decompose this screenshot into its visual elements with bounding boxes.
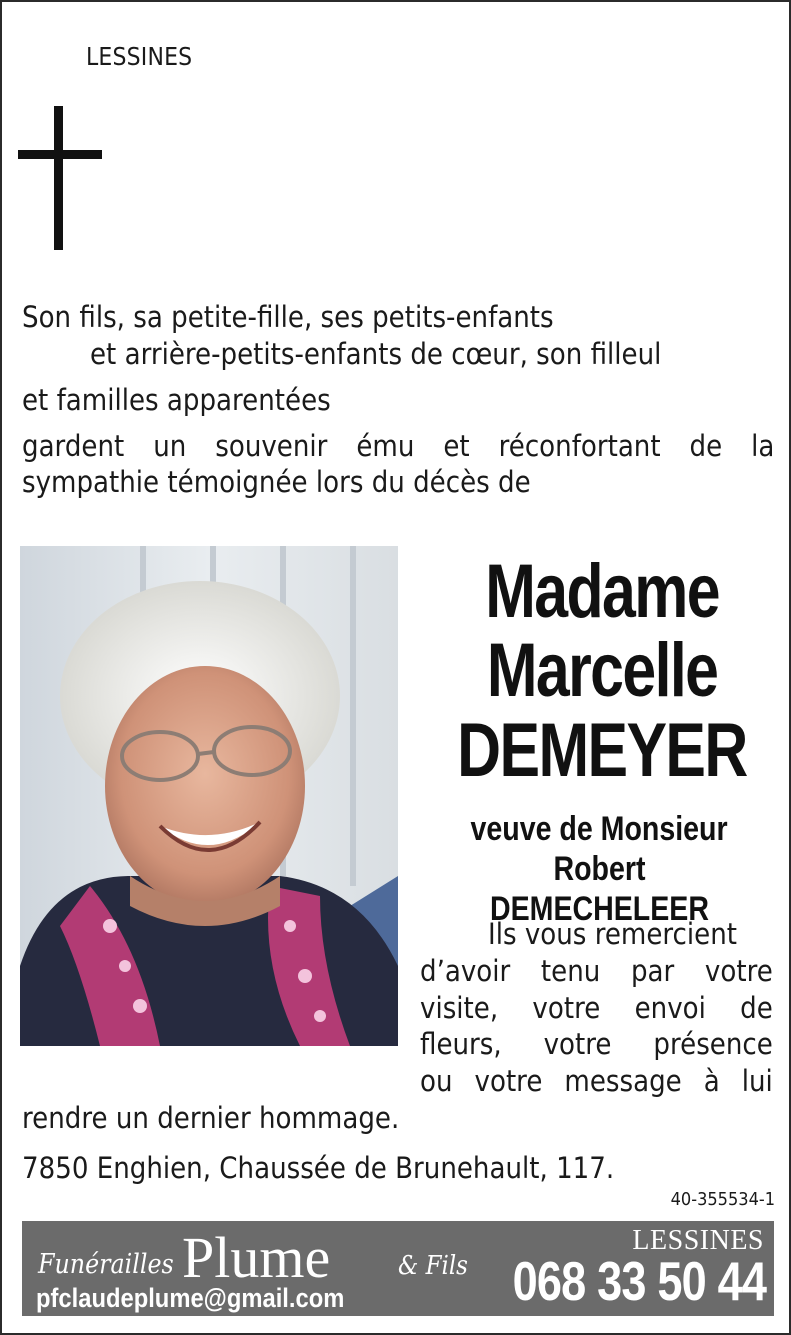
funeral-home-suffix: & Fils bbox=[398, 1251, 468, 1281]
reference-number: 40-355534-1 bbox=[670, 1189, 775, 1210]
funeral-home-prefix: Funérailles bbox=[38, 1249, 174, 1280]
funeral-home-name: Plume bbox=[182, 1225, 331, 1290]
portrait-photo bbox=[20, 546, 398, 1046]
thanks-line-5: ou votre message à lui bbox=[420, 1064, 773, 1098]
widow-line-1: veuve de Monsieur bbox=[470, 810, 729, 848]
funeral-home-phone[interactable]: 068 33 50 44 bbox=[512, 1250, 766, 1312]
intro-paragraph: gardent un souvenir ému et réconfortant de la sympathie témoignée lors du décès de bbox=[22, 429, 775, 499]
widow-line-2: Robert DEMECHELEER bbox=[489, 850, 709, 928]
deceased-last-name: DEMEYER bbox=[457, 708, 747, 793]
intro-line-1: Son fils, sa petite-fille, ses petits-enfants bbox=[22, 300, 554, 334]
funeral-home-town: LESSINES bbox=[632, 1225, 764, 1256]
thanks-line-4: fleurs, votre présence bbox=[420, 1027, 773, 1061]
thanks-line-3: visite, votre envoi de bbox=[420, 991, 773, 1025]
intro-line-3: et familles apparentées bbox=[22, 383, 331, 417]
deceased-first-name: Marcelle bbox=[486, 628, 718, 713]
thanks-line-2: d’avoir tenu par votre bbox=[420, 954, 773, 988]
deceased-title: Madame bbox=[485, 549, 719, 634]
thanks-line-6: rendre un dernier hommage. bbox=[22, 1101, 400, 1135]
thanks-line-1: Ils vous remercient bbox=[488, 917, 737, 951]
intro-line-2: et arrière-petits-enfants de cœur, son filleul bbox=[90, 337, 662, 371]
town-header: LESSINES bbox=[86, 42, 193, 71]
address: 7850 Enghien, Chaussée de Brunehault, 117. bbox=[22, 1151, 615, 1185]
cross-icon bbox=[18, 106, 106, 252]
funeral-home-email[interactable]: pfclaudeplume@gmail.com bbox=[36, 1283, 345, 1313]
funeral-home-banner bbox=[22, 1221, 774, 1316]
